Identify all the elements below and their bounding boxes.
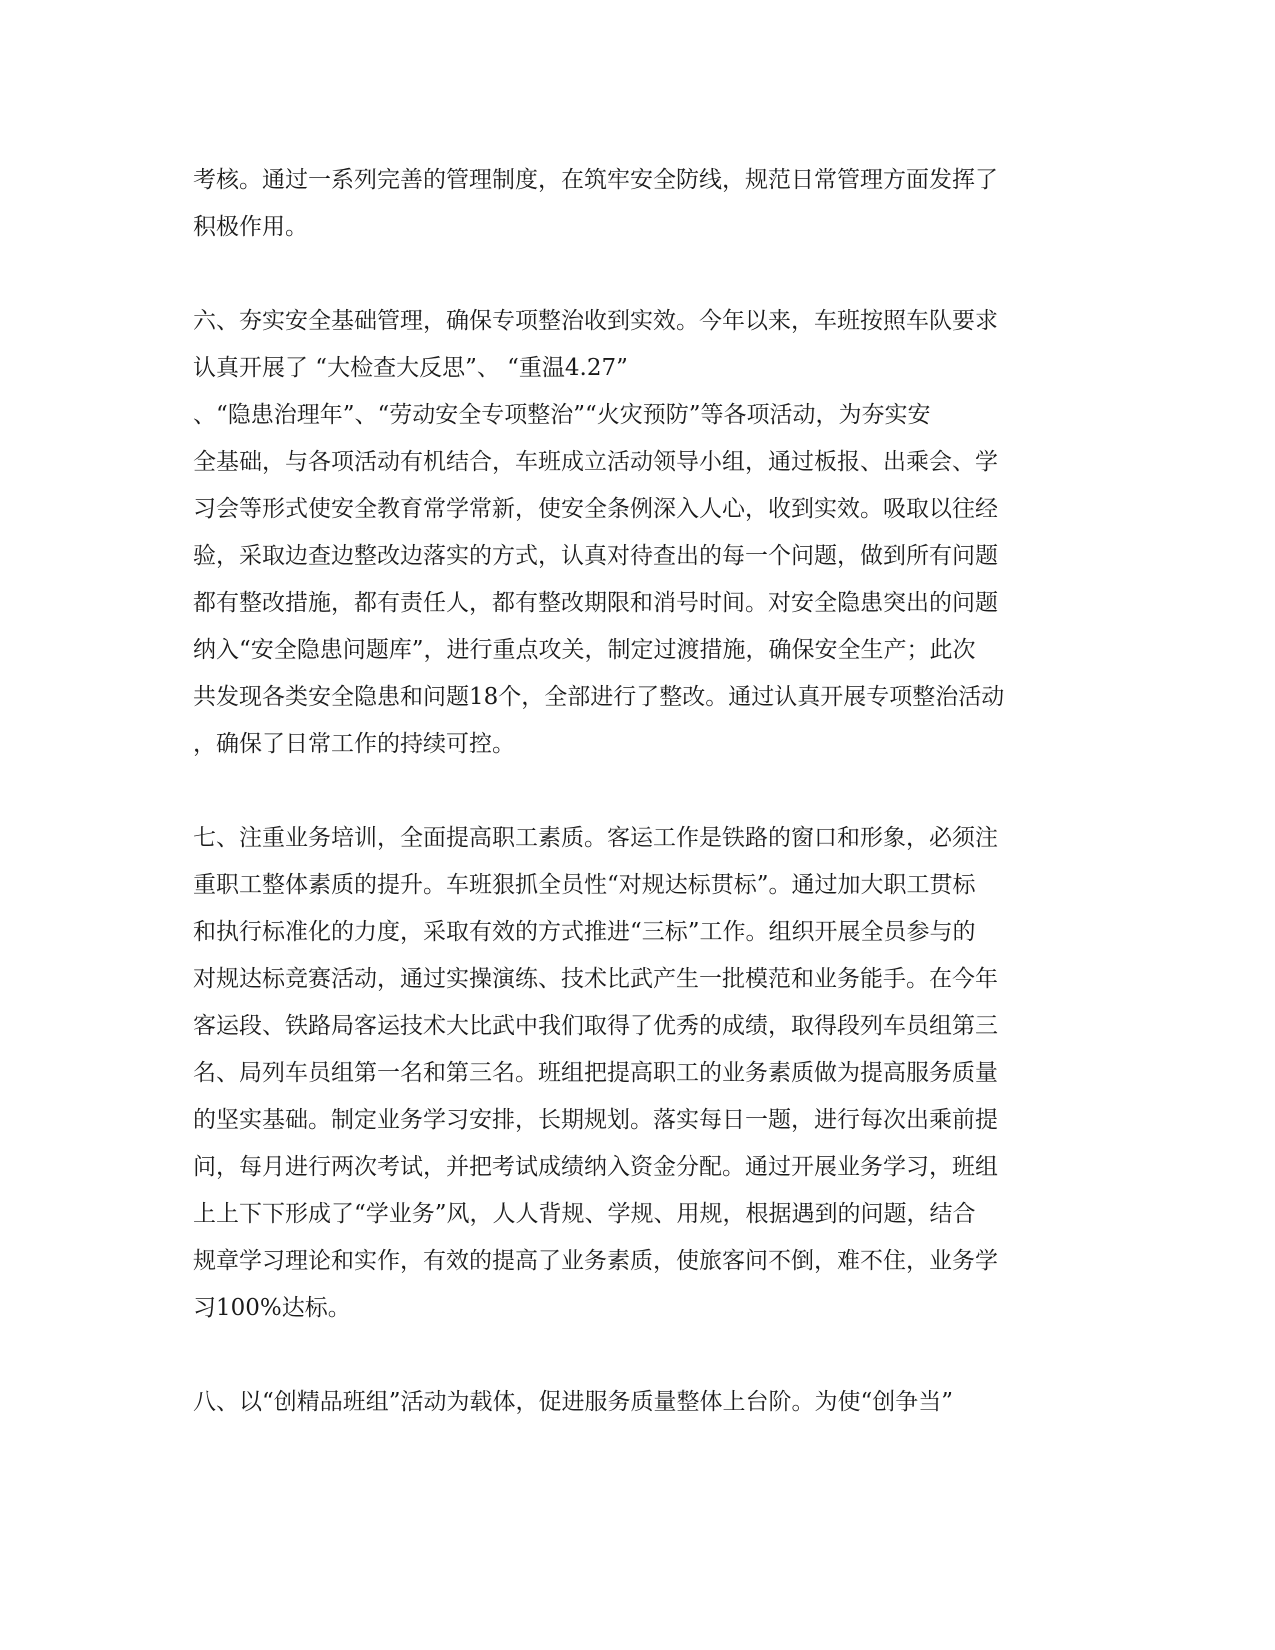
text-line: 规章学习理论和实作，有效的提高了业务素质，使旅客问不倒，难不住，业务学 bbox=[193, 1248, 998, 1274]
paragraph-gap bbox=[193, 1332, 1073, 1379]
paragraph-gap bbox=[193, 251, 1073, 298]
text-line: 习会等形式使安全教育常学常新，使安全条例深入人心，收到实效。吸取以往经 bbox=[193, 496, 998, 522]
text-line: 考核。通过一系列完善的管理制度，在筑牢安全防线，规范日常管理方面发挥了 bbox=[193, 167, 998, 193]
text-line: 纳入“安全隐患问题库”，进行重点攻关，制定过渡措施，确保安全生产；此次 bbox=[193, 637, 976, 663]
paragraph-8 bbox=[193, 1379, 1073, 1426]
paragraph-5-continuation bbox=[193, 157, 1073, 251]
text-line: 积极作用。 bbox=[193, 214, 308, 240]
text-line: 名、局列车员组第一名和第三名。班组把提高职工的业务素质做为提高服务质量 bbox=[193, 1060, 998, 1086]
text-line: 上上下下形成了“学业务”风，人人背规、学规、用规，根据遇到的问题，结合 bbox=[193, 1201, 976, 1227]
text-line: 验，采取边查边整改边落实的方式，认真对待查出的每一个问题，做到所有问题 bbox=[193, 543, 998, 569]
text-line: 七、注重业务培训，全面提高职工素质。客运工作是铁路的窗口和形象，必须注 bbox=[193, 825, 998, 851]
paragraph-7 bbox=[193, 815, 1073, 1332]
text-line: 全基础，与各项活动有机结合，车班成立活动领导小组，通过板报、出乘会、学 bbox=[193, 449, 998, 475]
text-line: 认真开展了 “大检查大反思”、 “重温4.27” bbox=[193, 355, 628, 381]
paragraph-6 bbox=[193, 298, 1073, 768]
text-line: 都有整改措施，都有责任人，都有整改期限和消号时间。对安全隐患突出的问题 bbox=[193, 590, 998, 616]
text-line: 六、夯实安全基础管理，确保专项整治收到实效。今年以来，车班按照车队要求 bbox=[193, 308, 998, 334]
text-line: 客运段、铁路局客运技术大比武中我们取得了优秀的成绩，取得段列车员组第三 bbox=[193, 1013, 998, 1039]
text-line: 的坚实基础。制定业务学习安排，长期规划。落实每日一题，进行每次出乘前提 bbox=[193, 1107, 998, 1133]
text-line: 习100%达标。 bbox=[193, 1295, 351, 1321]
text-line: 对规达标竞赛活动，通过实操演练、技术比武产生一批模范和业务能手。在今年 bbox=[193, 966, 998, 992]
text-line: 、“隐患治理年”、“劳动安全专项整治”“火灾预防”等各项活动，为夯实安 bbox=[193, 402, 931, 428]
document-body bbox=[193, 157, 1073, 1426]
text-line: ，确保了日常工作的持续可控。 bbox=[193, 731, 515, 757]
text-line: 八、以“创精品班组”活动为载体，促进服务质量整体上台阶。为使“创争当” bbox=[193, 1389, 954, 1415]
text-line: 重职工整体素质的提升。车班狠抓全员性“对规达标贯标”。通过加大职工贯标 bbox=[193, 872, 976, 898]
text-line: 问，每月进行两次考试，并把考试成绩纳入资金分配。通过开展业务学习，班组 bbox=[193, 1154, 998, 1180]
text-line: 和执行标准化的力度，采取有效的方式推进“三标”工作。组织开展全员参与的 bbox=[193, 919, 976, 945]
paragraph-gap bbox=[193, 768, 1073, 815]
text-line: 共发现各类安全隐患和问题18个，全部进行了整改。通过认真开展专项整治活动 bbox=[193, 684, 1005, 710]
